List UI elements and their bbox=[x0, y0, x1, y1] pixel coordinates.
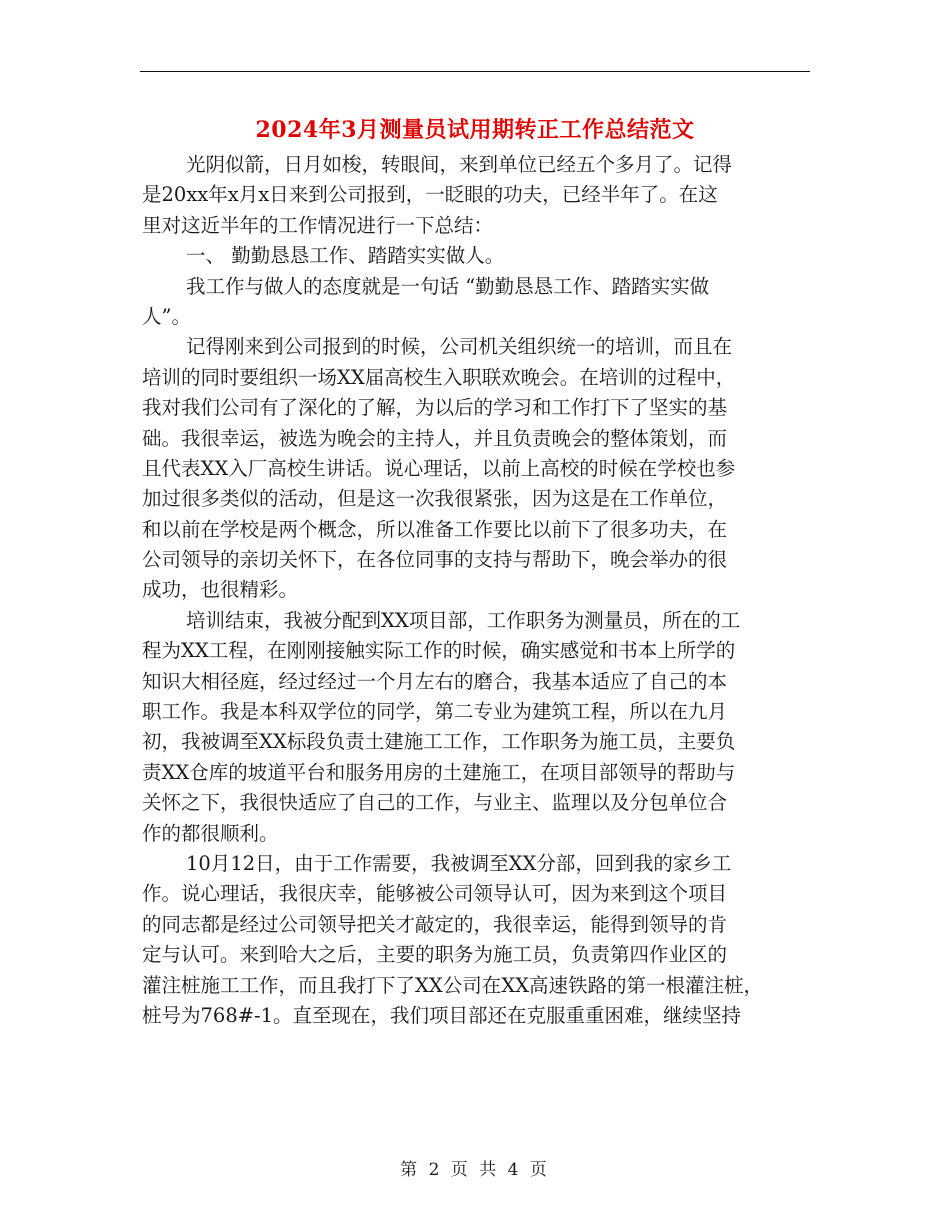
text-line: 的同志都是经过公司领导把关才敲定的，我很幸运，能得到领导的肯 bbox=[142, 912, 728, 936]
text-line: 知识大相径庭，经过经过一个月左右的磨合，我基本适应了自己的本 bbox=[142, 669, 728, 693]
text-line: 是20xx年x月x日来到公司报到，一眨眼的功夫，已经半年了。在这 bbox=[142, 183, 718, 207]
text-line: 我对我们公司有了深化的了解，为以后的学习和工作打下了坚实的基 bbox=[142, 396, 728, 420]
text-line: 桩号为768#-1。直至现在，我们项目部还在克服重重困难，继续坚持 bbox=[142, 1003, 742, 1027]
text-line: 础。我很幸运，被选为晚会的主持人，并且负责晚会的整体策划，而 bbox=[142, 426, 728, 450]
text-line: 成功，也很精彩。 bbox=[142, 578, 299, 602]
document-body bbox=[142, 150, 812, 1031]
header-rule bbox=[140, 71, 810, 72]
text-line: 加过很多类似的活动，但是这一次我很紧张，因为这是在工作单位， bbox=[142, 487, 728, 511]
text-line: 关怀之下，我很快适应了自己的工作，与业主、监理以及分包单位合 bbox=[142, 791, 728, 815]
document-title: 2024年3月测量员试用期转正工作总结范文 bbox=[255, 117, 695, 143]
text-line: 10月12日，由于工作需要，我被调至XX分部，回到我的家乡工 bbox=[186, 851, 732, 875]
section-heading: 一、 勤勤恳恳工作、踏踏实实做人。 bbox=[186, 244, 505, 268]
text-line: 职工作。我是本科双学位的同学，第二专业为建筑工程，所以在九月 bbox=[142, 700, 728, 724]
page-number: 第 2 页 共 4 页 bbox=[400, 1160, 550, 1180]
text-line: 且代表XX入厂高校生讲话。说心理话，以前上高校的时候在学校也参 bbox=[142, 456, 736, 480]
text-line: 作的都很顺利。 bbox=[142, 821, 279, 845]
text-line: 人”。 bbox=[142, 304, 191, 328]
text-line: 里对这近半年的工作情况进行一下总结： bbox=[142, 213, 494, 237]
text-line: 我工作与做人的态度就是一句话 “勤勤恳恳工作、踏踏实实做 bbox=[186, 274, 710, 298]
text-line: 记得刚来到公司报到的时候，公司机关组织统一的培训，而且在 bbox=[186, 335, 733, 359]
text-line: 灌注桩施工工作，而且我打下了XX公司在XX高速铁路的第一根灌注桩， bbox=[142, 973, 764, 997]
text-line: 作。说心理话，我很庆幸，能够被公司领导认可，因为来到这个项目 bbox=[142, 882, 728, 906]
text-line: 培训结束，我被分配到XX项目部，工作职务为测量员，所在的工 bbox=[186, 608, 741, 632]
text-line: 和以前在学校是两个概念，所以准备工作要比以前下了很多功夫，在 bbox=[142, 517, 728, 541]
text-line: 初，我被调至XX标段负责土建施工工作，工作职务为施工员，主要负 bbox=[142, 730, 736, 754]
text-line: 责XX仓库的坡道平台和服务用房的土建施工，在项目部领导的帮助与 bbox=[142, 760, 736, 784]
text-line: 定与认可。来到哈大之后，主要的职务为施工员，负责第四作业区的 bbox=[142, 943, 728, 967]
text-line: 公司领导的亲切关怀下，在各位同事的支持与帮助下，晚会举办的很 bbox=[142, 548, 728, 572]
text-line: 培训的同时要组织一场XX届高校生入职联欢晚会。在培训的过程中， bbox=[142, 365, 736, 389]
text-line: 光阴似箭，日月如梭，转眼间，来到单位已经五个多月了。记得 bbox=[186, 153, 733, 176]
text-line: 程为XX工程，在刚刚接触实际工作的时候，确实感觉和书本上所学的 bbox=[142, 639, 736, 663]
